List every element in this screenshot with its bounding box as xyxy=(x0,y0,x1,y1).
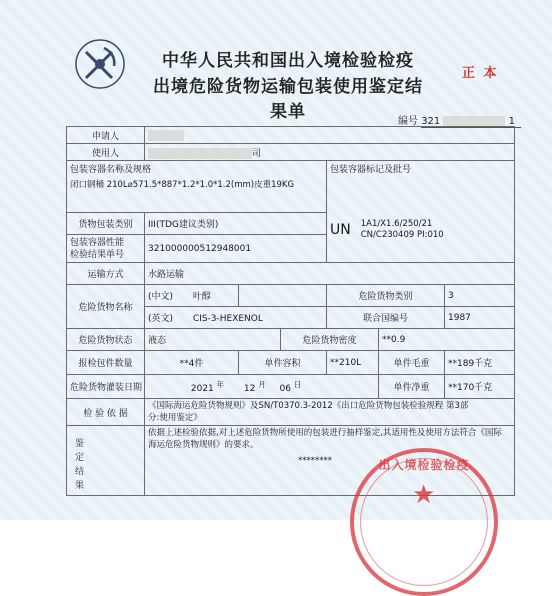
density-value: **0.9 xyxy=(379,329,515,351)
user-suffix: 司 xyxy=(252,148,262,159)
row-goods-cn xyxy=(67,285,515,307)
cn-label: (中文) xyxy=(148,292,174,302)
redaction-blur xyxy=(443,116,505,126)
basis-value-2: 分:使用鉴定》 xyxy=(148,413,202,423)
seal-star-icon: ★ xyxy=(412,480,436,510)
user-label: 使用人 xyxy=(67,144,145,161)
title-line-1: 中华人民共和国出入境检验检疫 xyxy=(162,51,414,71)
title-line-2: 出境危险货物运输包装使用鉴定结果单 xyxy=(153,77,423,122)
un-number-value: 1987 xyxy=(445,307,515,329)
marking-line-2: CN/C230409 PI:010 xyxy=(360,230,444,240)
performance-value: 321000000512948001 xyxy=(145,235,327,263)
row-user xyxy=(67,144,515,161)
row-state xyxy=(67,329,515,351)
applicant-label: 申请人 xyxy=(67,127,145,144)
date-label: 危险货物灌装日期 xyxy=(67,375,145,399)
volume-value: **210L xyxy=(327,351,379,375)
count-value: **4件 xyxy=(145,351,239,375)
performance-label xyxy=(67,235,145,263)
redaction-blur xyxy=(148,148,252,159)
performance-label-2: 检验结果单号 xyxy=(70,249,125,260)
official-seal xyxy=(350,448,498,596)
serial-prefix: 321 xyxy=(421,116,441,127)
container-cell xyxy=(67,161,327,213)
density-label: 危险货物密度 xyxy=(281,329,379,351)
performance-label-1: 包装容器性能 xyxy=(70,237,125,248)
marking-lines xyxy=(361,219,444,241)
container-label: 包装容器名称及规格 xyxy=(70,165,152,175)
certificate-table xyxy=(66,126,515,496)
date-year-unit: 年 xyxy=(216,380,225,389)
user-value xyxy=(145,144,515,161)
serial-label: 编号 xyxy=(398,116,418,127)
gross-label: 单件毛重 xyxy=(379,351,445,375)
transport-value: 水路运输 xyxy=(145,263,515,285)
transport-label: 运输方式 xyxy=(67,263,145,285)
row-basis xyxy=(67,399,515,426)
gross-value: **189千克 xyxy=(445,351,515,375)
state-value: 液态 xyxy=(145,329,281,351)
goods-en-cell xyxy=(145,307,327,329)
date-year: 2021 xyxy=(190,384,214,394)
marking-label: 包装容器标记及批号 xyxy=(330,165,412,175)
serial-suffix: 1 xyxy=(508,116,516,127)
basis-value xyxy=(145,399,515,426)
marking-line-1: 1A1/X1.6/250/21 xyxy=(360,219,433,229)
result-label: 鉴定结果 xyxy=(75,439,85,491)
date-day: 06 xyxy=(279,384,291,394)
marking-cell xyxy=(327,161,515,263)
row-container xyxy=(67,161,515,213)
applicant-value xyxy=(145,127,515,144)
date-value xyxy=(145,375,379,399)
class-value: 3 xyxy=(445,285,515,307)
date-month: 12 xyxy=(243,384,256,394)
result-text-1: 依据上述检验依据,对上述危险货物所使用的包装进行抽样鉴定,其适用性及使用方法符合《国际 xyxy=(148,428,502,438)
row-applicant xyxy=(67,127,515,144)
un-number-label: 联合国编号 xyxy=(327,307,445,329)
net-value: **170千克 xyxy=(445,375,515,399)
goods-cn-extra xyxy=(239,285,327,307)
seal-text: 出入境检验检疫 xyxy=(378,458,470,472)
goods-name-label: 危险货物名称 xyxy=(67,285,145,329)
basis-value-1: 《国际海运危险货物规则》及SN/T0370.3-2012《出口危险货物包装检验规程 第3部 xyxy=(148,401,469,411)
basis-label: 检 验 依 据 xyxy=(67,399,145,426)
copy-mark: 正 本 xyxy=(462,66,499,81)
marking-block xyxy=(330,219,511,241)
class-label: 危险货物类别 xyxy=(327,285,445,307)
inspection-emblem-icon xyxy=(74,38,126,90)
un-mark: UN xyxy=(330,222,351,238)
state-label: 危险货物状态 xyxy=(67,329,145,351)
row-date xyxy=(67,375,515,399)
row-transport xyxy=(67,263,515,285)
seal-inner-ring xyxy=(360,458,488,586)
redaction-blur xyxy=(148,130,184,141)
container-value: 闭口钢桶 210L⌀571.5*887*1.2*1.0*1.2(mm)皮重19KG xyxy=(70,180,295,190)
date-day-unit: 日 xyxy=(293,380,302,389)
category-value: III(TDG建议类别) xyxy=(145,213,327,235)
count-label: 报检包件数量 xyxy=(67,351,145,375)
result-text-2: 海运危险货物规则》的要求。 xyxy=(148,440,259,450)
row-count xyxy=(67,351,515,375)
net-label: 单件净重 xyxy=(379,375,445,399)
cn-value: 叶醇 xyxy=(192,292,211,302)
result-label-cell xyxy=(67,426,145,496)
result-stars: ******** xyxy=(298,456,332,466)
en-value: CIS-3-HEXENOL xyxy=(192,314,263,324)
volume-label: 单件容积 xyxy=(239,351,327,375)
en-label: (英文) xyxy=(148,314,174,324)
category-label: 货物包装类别 xyxy=(67,213,145,235)
goods-cn-cell xyxy=(145,285,239,307)
date-month-unit: 月 xyxy=(258,380,266,389)
